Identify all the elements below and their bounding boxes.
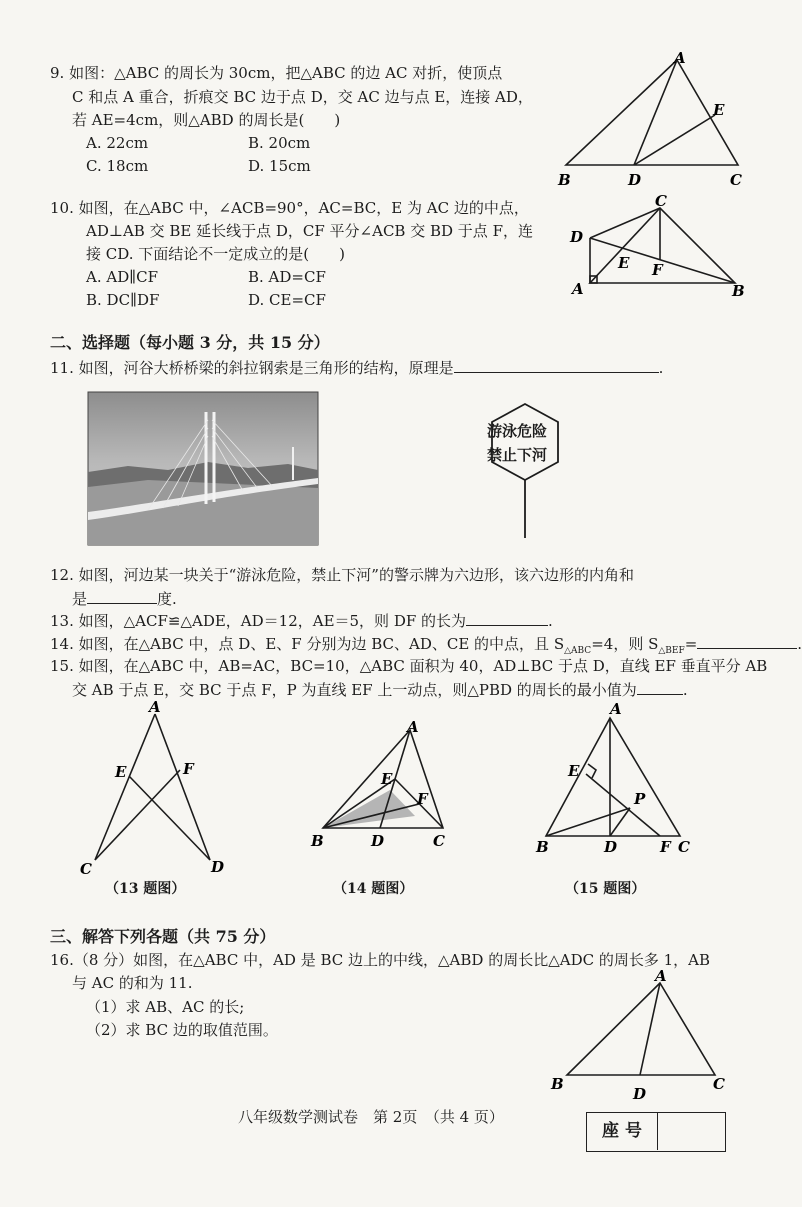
fig14-caption: （14 题图） [333,881,414,897]
fig15-label-d: D [604,838,618,856]
fig15-label-c: C [678,838,690,856]
q10-label-e: E [618,254,630,272]
fig14-figure [305,718,465,858]
q9-line-2: C 和点 A 重合，折痕交 BC 边于点 D，交 AC 边与点 E，连接 AD， [72,88,533,106]
q9-figure [550,45,760,195]
fig13-label-f: F [183,760,194,778]
seat-number-field[interactable] [659,1113,723,1150]
q10-option-a: A. AD∥CF [86,268,159,286]
fig15-label-p: P [634,790,646,808]
fig13-label-e: E [115,763,127,781]
q10-segment-cd [590,208,660,238]
q15-answer-blank[interactable] [637,678,683,695]
q10-label-c: C [655,192,667,210]
fig15-label-a: A [610,700,622,718]
q9-option-c: C. 18cm [86,157,149,175]
q12-line-1: 12. 如图，河边某一块关于“游泳危险，禁止下河”的警示牌为六边形，该六边形的内角和 [50,566,634,584]
q9-option-a: A. 22cm [86,134,149,152]
hexagon-sign-board [492,404,558,480]
q16-label-b: B [551,1075,564,1093]
q9-label-e: E [713,101,725,119]
page-footer: 八年级数学测试卷 第 2页 （共 4 页） [238,1108,504,1126]
fig14-label-a: A [407,718,419,736]
q10-label-f: F [652,261,663,279]
q10-label-b: B [732,282,745,300]
fig15-caption: （15 题图） [565,881,646,897]
q16-line-1: 16.（8 分）如图，在△ABC 中，AD 是 BC 边上的中线，△ABD 的周长比△ADC 的周长多 1，AB [50,951,711,969]
fig14-label-b: B [311,832,324,850]
q12-answer-blank[interactable] [87,587,157,604]
q10-line-2: AD⊥AB 交 BE 延长线于点 D，CF 平分∠ACB 交 BD 于点 F，连 [86,222,533,240]
fig15-label-f: F [660,838,671,856]
q16-figure [545,965,745,1105]
fig14-label-d: D [371,832,385,850]
q9-label-b: B [558,171,571,189]
section-3-heading: 三、解答下列各题（共 75 分） [50,927,276,946]
q13-text: 13. 如图，△ACF≌△ADE，AD＝12，AE＝5，则 DF 的长为 . [50,609,553,632]
q16-label-d: D [633,1085,647,1103]
sign-text-line-2: 禁止下河 [487,446,548,464]
q16-label-c: C [713,1075,725,1093]
q16-label-a: A [655,967,667,985]
fig13-caption: （13 题图） [105,881,186,897]
q13-answer-blank[interactable] [466,609,548,626]
fig14-label-c: C [433,832,445,850]
q9-segment-ad [634,60,677,165]
q10-label-a: A [572,280,584,298]
q12-line-2: 是 度. [72,587,177,610]
q10-option-b: B. AD=CF [248,268,326,286]
fig15-figure [530,700,710,860]
q9-line-1: 9. 如图：△ABC 的周长为 30cm，把△ABC 的边 AC 对折，使顶点 [50,64,503,82]
fig13-figure [75,700,245,880]
q11-text: 11. 如图，河谷大桥桥梁的斜拉钢索是三角形的结构，原理是 . [50,356,663,379]
seat-number-label: 座 号 [587,1113,658,1150]
q9-option-d: D. 15cm [248,157,311,175]
q15-line-2: 交 AB 于点 E，交 BC 于点 F，P 为直线 EF 上一动点，则△PBD 的周长的最小值为 . [72,678,688,701]
fig13-label-a: A [149,698,161,716]
q9-segment-de [634,115,715,165]
q15-line-1: 15. 如图，在△ABC 中，AB=AC，BC=10，△ABC 面积为 40，AD⊥BC 于点 D，直线 EF 垂直平分 AB [50,657,768,675]
q9-label-d: D [628,171,642,189]
q11-answer-blank[interactable] [454,356,659,373]
bridge-photo [88,392,318,545]
q16-sub-question-2: （2）求 BC 边的取值范围。 [86,1021,278,1039]
section-2-heading: 二、选择题（每小题 3 分，共 15 分） [50,333,330,352]
q10-figure [560,190,760,305]
sign-text-line-1: 游泳危险 [487,422,548,440]
q9-label-a: A [674,49,686,67]
fig14-label-e: E [381,770,393,788]
seat-number-box [586,1112,726,1152]
q10-label-d: D [570,228,584,246]
q10-line-1: 10. 如图，在△ABC 中，∠ACB=90°，AC=BC，E 为 AC 边的中点， [50,199,529,217]
q10-line-3: 接 CD. 下面结论不一定成立的是( ) [86,245,345,263]
fig13-label-d: D [211,858,225,876]
q14-answer-blank[interactable] [697,632,797,649]
q16-sub-question-1: （1）求 AB、AC 的长; [86,998,245,1016]
fig15-label-e: E [568,762,580,780]
q16-line-2: 与 AC 的和为 11. [72,974,193,992]
q9-line-3: 若 AE=4cm，则△ABD 的周长是( ) [72,111,341,129]
q10-option-c: B. DC∥DF [86,291,160,309]
fig14-label-f: F [417,790,428,808]
q9-label-c: C [730,171,742,189]
q10-option-d: D. CE=CF [248,291,326,309]
q9-option-b: B. 20cm [248,134,311,152]
q14-text: 14. 如图，在△ABC 中，点 D、E、F 分别为边 BC、AD、CE 的中点，且 $S_{\triangle ABC}=4$，则 $S_{\triangle BEF}=$ . [50,632,802,662]
fig13-label-c: C [80,860,92,878]
fig15-label-b: B [536,838,549,856]
